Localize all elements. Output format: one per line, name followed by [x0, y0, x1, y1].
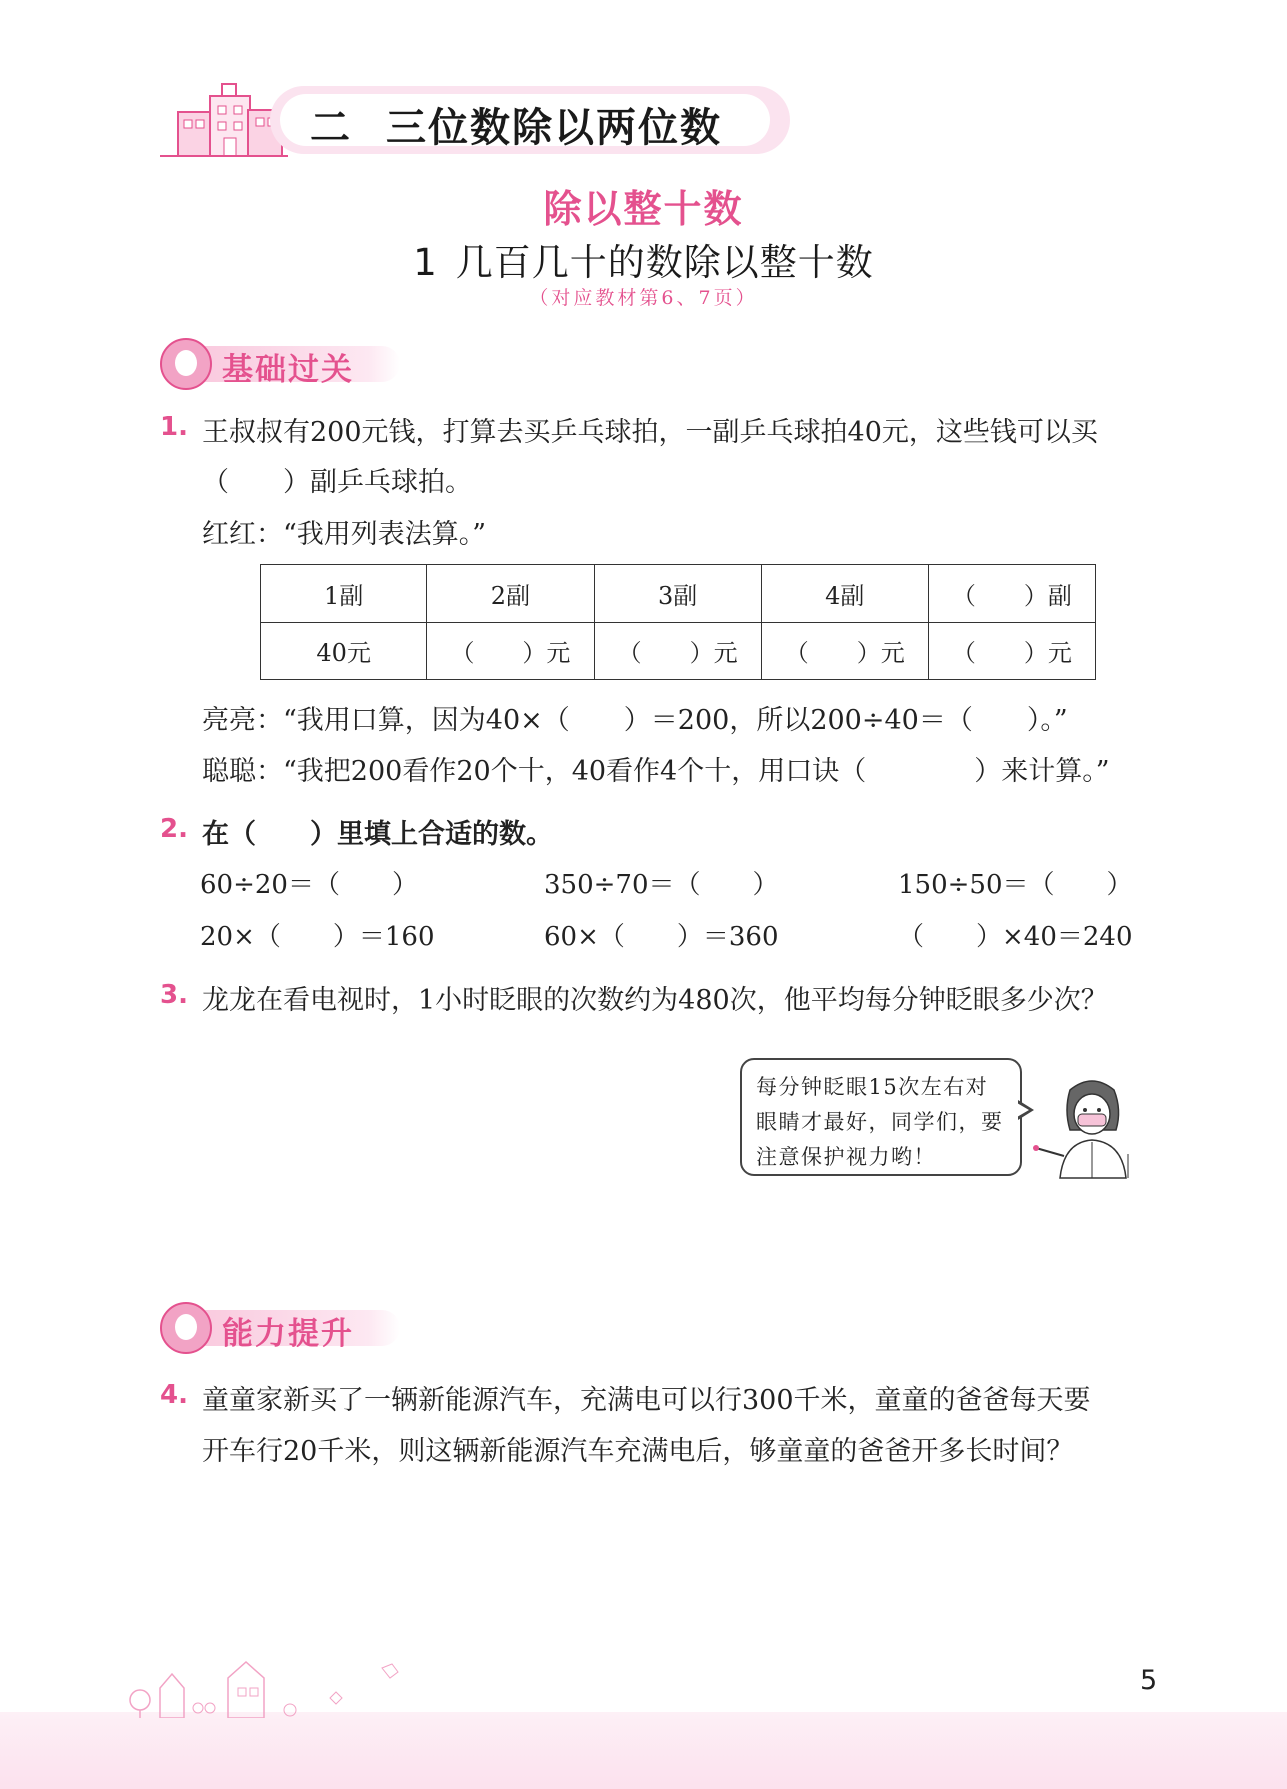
table-cell: 1副	[261, 565, 427, 623]
basic-section-header	[160, 336, 420, 392]
lesson-title	[0, 232, 1287, 286]
chapter-banner	[160, 82, 800, 162]
equation-1[interactable]: 60÷20＝（ ）	[200, 870, 418, 900]
bubble-line-2: 眼睛才最好，同学们，要	[756, 1110, 1004, 1134]
teacher-avatar-icon	[160, 1302, 212, 1354]
equation-6[interactable]: （ ）×40＝240	[898, 922, 1133, 952]
student-avatar-icon	[160, 338, 212, 390]
table-row-values	[261, 622, 1096, 680]
equation-5[interactable]: 60×（ ）＝360	[544, 922, 779, 952]
table-cell: 40元	[261, 622, 427, 680]
lesson-number: 1	[413, 241, 438, 284]
textbook-reference: （对应教材第6、7页）	[529, 287, 758, 309]
question-3-number: 3.	[160, 980, 188, 1010]
equation-2[interactable]: 350÷70＝（ ）	[544, 870, 779, 900]
table-cell-blank[interactable]: （ ）元	[761, 622, 928, 680]
equation-3[interactable]: 150÷50＝（ ）	[898, 870, 1133, 900]
congcong-quote: 聪聪：“我把200看作20个十，40看作4个十，用口诀（ ）来计算。”	[202, 756, 1110, 787]
chapter-title	[310, 96, 722, 153]
bubble-line-1: 每分钟眨眼15次左右对	[756, 1075, 989, 1099]
advanced-section-label: 能力提升	[222, 1316, 354, 1352]
question-4-line-2: 开车行20千米，则这辆新能源汽车充满电后，够童童的爸爸开多长时间？	[202, 1436, 1074, 1467]
table-cell-blank[interactable]: （ ）元	[427, 622, 594, 680]
question-1-number: 1.	[160, 412, 188, 442]
price-table	[260, 564, 1096, 680]
bubble-tail-inner	[1017, 1103, 1029, 1117]
table-cell-blank[interactable]: （ ）元	[928, 622, 1095, 680]
town-decoration-icon	[120, 1648, 420, 1718]
question-2-prompt: 在（ ）里填上合适的数。	[202, 819, 553, 850]
question-3-text: 龙龙在看电视时，1小时眨眼的次数约为480次，他平均每分钟眨眼多少次？	[202, 985, 1108, 1016]
bubble-line-3: 注意保护视力哟！	[756, 1145, 936, 1169]
lesson-name: 几百几十的数除以整十数	[455, 241, 874, 284]
page-number: 5	[1140, 1665, 1158, 1696]
speech-bubble	[740, 1058, 1022, 1176]
question-4-line-1: 童童家新买了一辆新能源汽车，充满电可以行300千米，童童的爸爸每天要	[202, 1385, 1091, 1416]
table-cell-blank[interactable]: （ ）元	[594, 622, 761, 680]
doctor-illustration-icon	[1030, 1070, 1140, 1180]
table-cell: 4副	[761, 565, 928, 623]
section-title: 除以整十数	[543, 187, 744, 231]
question-2-number: 2.	[160, 814, 188, 844]
table-row-header	[261, 565, 1096, 623]
liangliang-quote: 亮亮：“我用口算，因为40×（ ）＝200，所以200÷40＝（ ）。”	[202, 705, 1068, 736]
chapter-name: 三位数除以两位数	[386, 105, 722, 151]
basic-section-label: 基础过关	[222, 352, 354, 388]
question-1-line-1: 王叔叔有200元钱，打算去买乒乓球拍，一副乒乓球拍40元，这些钱可以买	[202, 417, 1098, 448]
advanced-section-header	[160, 1300, 420, 1356]
table-cell-blank[interactable]: （ ）副	[928, 565, 1095, 623]
honghong-quote: 红红：“我用列表法算。”	[202, 519, 487, 550]
table-cell: 2副	[427, 565, 594, 623]
footer-band	[0, 1712, 1287, 1789]
table-cell: 3副	[594, 565, 761, 623]
question-1-line-2: （ ）副乒乓球拍。	[202, 467, 472, 498]
chapter-number: 二	[310, 105, 352, 151]
question-4-number: 4.	[160, 1380, 188, 1410]
equation-4[interactable]: 20×（ ）＝160	[200, 922, 435, 952]
